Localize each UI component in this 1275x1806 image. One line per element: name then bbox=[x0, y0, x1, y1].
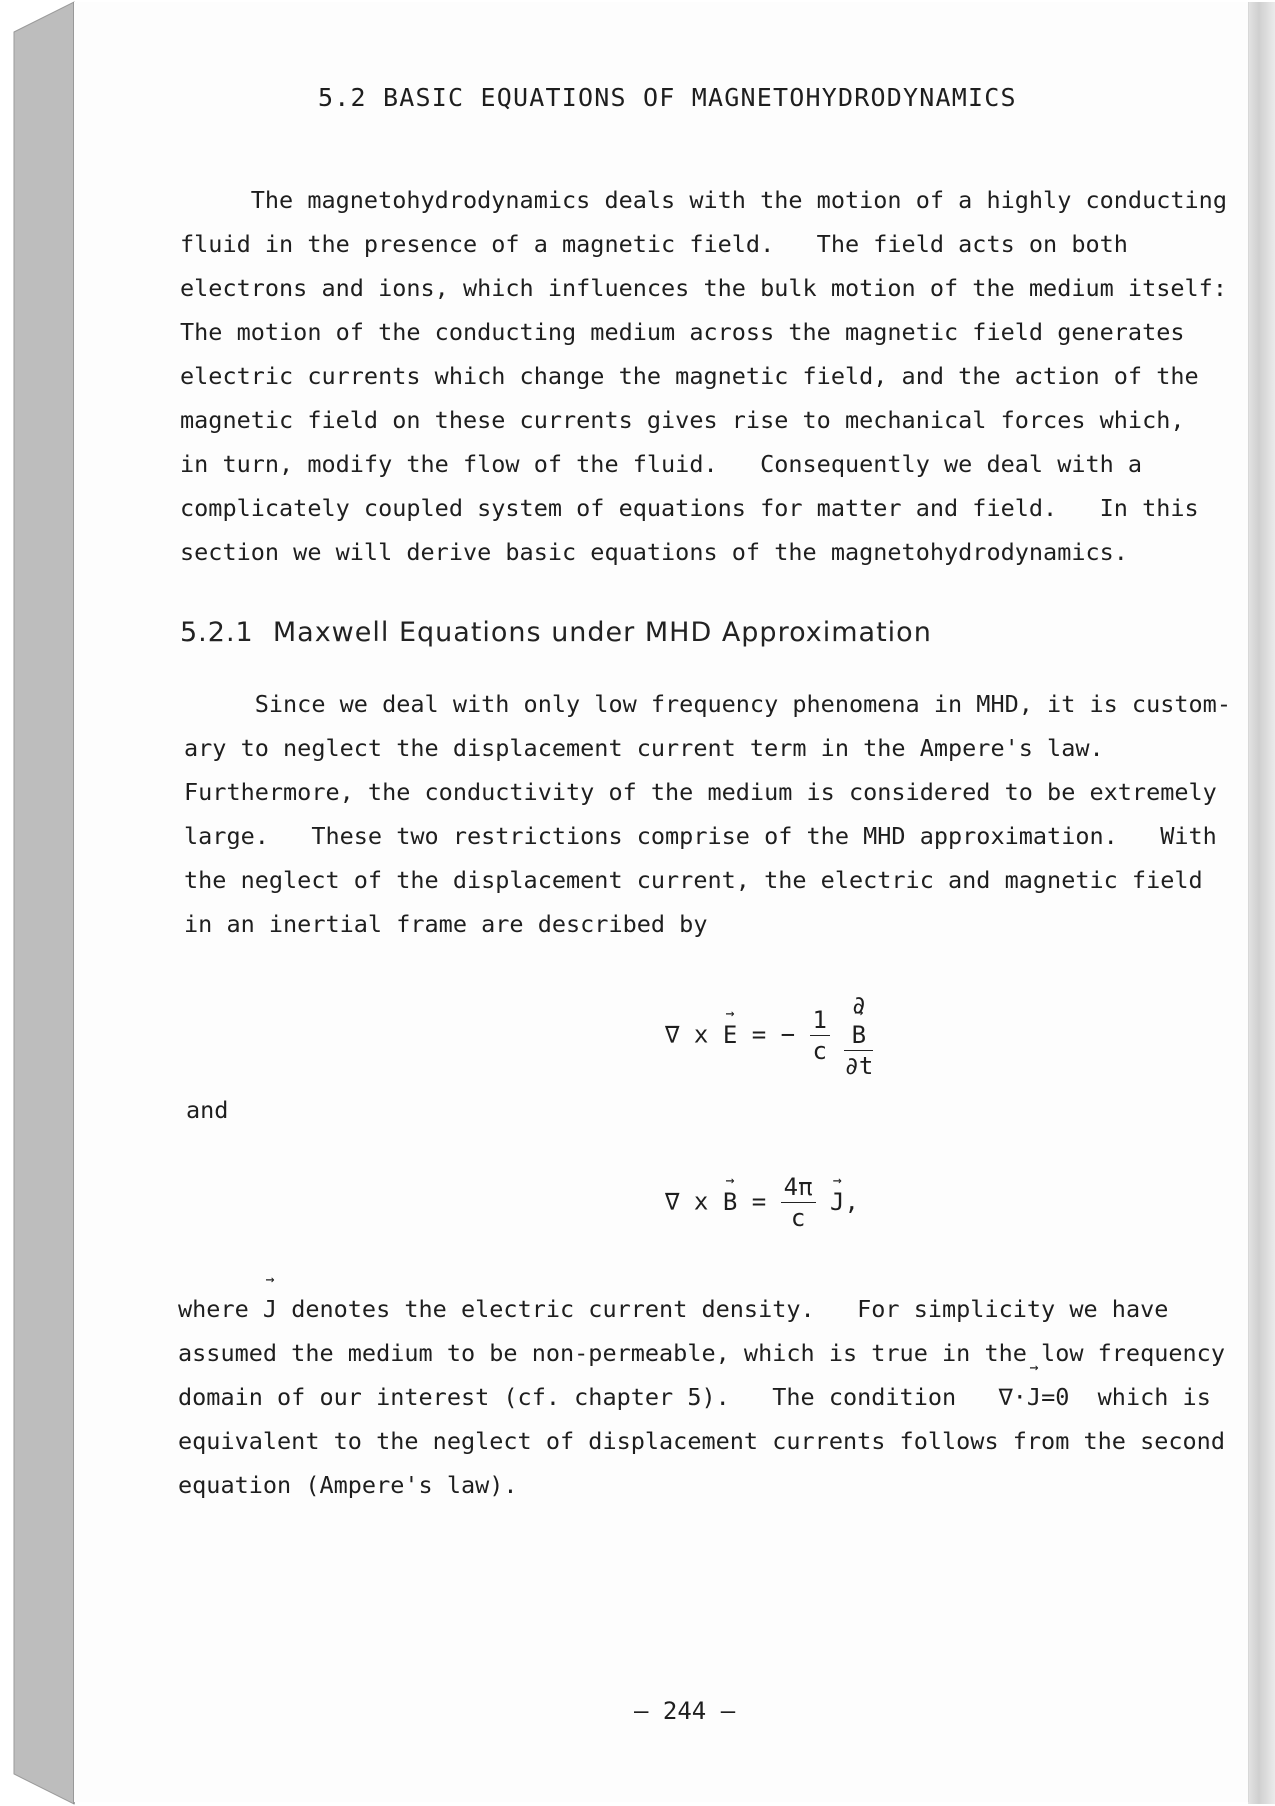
text-line: Since we deal with only low frequency phenomena in MHD, it is custom- bbox=[184, 690, 1231, 718]
subsection-paragraph bbox=[184, 682, 1231, 946]
numerator bbox=[844, 990, 873, 1051]
text-segment: denotes the electric current density. For simplicity we have bbox=[277, 1295, 1169, 1323]
denominator: ∂t bbox=[844, 1052, 874, 1080]
page-edge bbox=[1248, 2, 1275, 1804]
intro-paragraph bbox=[180, 178, 1227, 574]
text-line: electric currents which change the magnetic field, and the action of the bbox=[180, 362, 1199, 390]
text-line: equivalent to the neglect of displacement currents follows from the second bbox=[178, 1427, 1225, 1455]
text-line bbox=[178, 1375, 1225, 1419]
vector-j: → J bbox=[830, 1188, 844, 1216]
comma: , bbox=[844, 1187, 859, 1216]
equals-sign: = bbox=[751, 1187, 767, 1216]
text-segment: =0 which is bbox=[1041, 1383, 1211, 1411]
vector-j: → J bbox=[263, 1287, 277, 1332]
text-segment: where bbox=[178, 1295, 263, 1323]
text-segment: domain of our interest (cf. chapter 5). The condition ∇· bbox=[178, 1383, 1027, 1411]
numerator: 4π bbox=[781, 1172, 816, 1203]
text-line: ary to neglect the displacement current term in the Ampere's law. bbox=[184, 734, 1104, 762]
section-title: 5.2 BASIC EQUATIONS OF MAGNETOHYDRODYNAMICS bbox=[318, 83, 1017, 112]
text-line: The magnetohydrodynamics deals with the motion of a highly conducting bbox=[180, 186, 1227, 214]
connector-word: and bbox=[186, 1096, 229, 1124]
text-line: Furthermore, the conductivity of the medium is considered to be extremely bbox=[184, 778, 1217, 806]
text-line: in an inertial frame are described by bbox=[184, 910, 708, 938]
subsection-title: 5.2.1 Maxwell Equations under MHD Approximation bbox=[180, 617, 932, 648]
text-line: electrons and ions, which influences the bulk motion of the medium itself: bbox=[180, 274, 1227, 302]
equation-ampere bbox=[665, 1172, 859, 1233]
equation-faraday bbox=[665, 990, 873, 1081]
text-line: large. These two restrictions comprise of the MHD approximation. With bbox=[184, 822, 1217, 850]
fraction-4pi-over-c bbox=[781, 1172, 816, 1233]
page-number: – 244 – bbox=[634, 1697, 736, 1725]
text-line: in turn, modify the flow of the fluid. Consequently we deal with a bbox=[180, 450, 1143, 478]
text-line: complicately coupled system of equations for matter and field. In this bbox=[180, 494, 1199, 522]
fraction-dB-dt bbox=[844, 990, 873, 1081]
numerator: 1 bbox=[810, 1005, 830, 1036]
text-line bbox=[178, 1287, 1225, 1331]
closing-paragraph bbox=[178, 1287, 1225, 1507]
nabla-cross: ∇ x bbox=[665, 1020, 709, 1049]
text-line: section we will derive basic equations of the magnetohydrodynamics. bbox=[180, 538, 1128, 566]
text-line: equation (Ampere's law). bbox=[178, 1471, 518, 1499]
text-line: The motion of the conducting medium across the magnetic field generates bbox=[180, 318, 1185, 346]
vector-b: → B bbox=[847, 1020, 870, 1050]
equals-minus: = − bbox=[751, 1020, 796, 1049]
fraction-one-over-c bbox=[810, 1005, 830, 1066]
vector-j: → J bbox=[1027, 1375, 1041, 1420]
vector-b: → B bbox=[723, 1188, 737, 1216]
denominator: c bbox=[790, 1204, 806, 1232]
text-line: fluid in the presence of a magnetic field. The field acts on both bbox=[180, 230, 1128, 258]
text-line: the neglect of the displacement current, the electric and magnetic field bbox=[184, 866, 1203, 894]
text-line: assumed the medium to be non-permeable, which is true in the low frequency bbox=[178, 1339, 1225, 1367]
text-line: magnetic field on these currents gives rise to mechanical forces which, bbox=[180, 406, 1185, 434]
nabla-cross: ∇ x bbox=[665, 1187, 709, 1216]
denominator: c bbox=[812, 1037, 827, 1065]
partial-symbol: ∂ bbox=[851, 991, 867, 1019]
vector-e: → E bbox=[723, 1021, 737, 1049]
